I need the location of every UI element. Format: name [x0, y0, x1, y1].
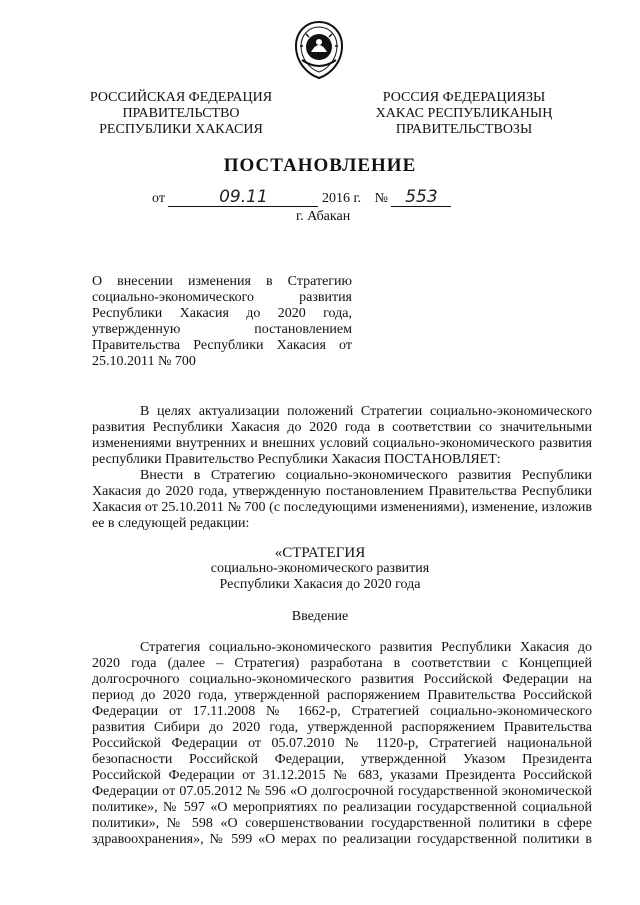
city-label: г. Абакан	[296, 209, 351, 224]
subject-block	[92, 274, 352, 370]
paragraph-line: период до 2020 года, утвержденной распоряжением Правительства Российской	[92, 688, 592, 703]
subject-line: социально-экономического развития	[92, 290, 352, 305]
strategy-title-block	[0, 545, 640, 593]
coat-of-arms-emblem	[292, 20, 346, 80]
paragraph-line: здравоохранения», № 599 «О мерах по реализации государственной политики в	[92, 832, 592, 847]
date-field	[168, 187, 318, 207]
paragraph-line: Российской Федерации от 05.07.2010 № 1120-р, Стратегией национальной	[92, 736, 592, 751]
header-right	[366, 90, 562, 138]
header-right-line: РОССИЯ ФЕДЕРАЦИЯЗЫ	[382, 90, 546, 105]
paragraph-line: Федерации от 17.11.2008 № 1662-р, Стратегией социально-экономического	[92, 704, 592, 719]
date-number-line	[152, 187, 451, 207]
number-field	[391, 187, 451, 207]
paragraph-line: политике», № 597 «О мероприятиях по реализации государственной социальной	[92, 800, 592, 815]
paragraph-line: Стратегия социально-экономического развития Республики Хакасия до	[140, 640, 592, 655]
paragraph-line: В целях актуализации положений Стратегии социально-экономического	[140, 404, 592, 419]
paragraph-line: республики Правительство Республики Хакасия ПОСТАНОВЛЯЕТ:	[92, 452, 501, 467]
number-sign: №	[374, 191, 388, 206]
intro-heading: Введение	[291, 609, 349, 624]
paragraph-line: ее в следующей редакции:	[92, 516, 250, 531]
header-right-line: ХАКАС РЕСПУБЛИКАНЫҢ	[375, 106, 553, 121]
document-title: ПОСТАНОВЛЕНИЕ	[223, 155, 417, 176]
paragraph-line: изменениями внутренних и внешних условий социально-экономического развития	[92, 436, 592, 451]
subject-line: Республики Хакасия до 2020 года,	[92, 306, 352, 321]
subject-line: О внесении изменения в Стратегию	[92, 274, 352, 289]
paragraph-line: Федерации от 07.05.2012 № 596 «О долгосрочной государственной экономической	[92, 784, 592, 799]
header-right-line: ПРАВИТЕЛЬСТВОЗЫ	[395, 122, 533, 137]
header-left-line: РЕСПУБЛИКИ ХАКАСИЯ	[99, 122, 263, 137]
paragraph-introduction	[92, 640, 592, 848]
paragraph-line: политики», № 598 «О совершенствовании государственной политики в сфере	[92, 816, 592, 831]
date-prefix: от	[152, 191, 165, 206]
strategy-title-line: Республики Хакасия до 2020 года	[219, 577, 421, 592]
paragraph-line: безопасности Российской Федерации, утвержденной Указом Президента	[92, 752, 592, 767]
year-label: 2016 г.	[321, 191, 362, 206]
strategy-title-line: «СТРАТЕГИЯ	[274, 545, 366, 561]
strategy-title-line: социально-экономического развития	[210, 561, 430, 576]
paragraph-resolution	[92, 404, 592, 468]
paragraph-line: 2020 года (далее – Стратегия) разработана в соответствии с Концепцией	[92, 656, 592, 671]
paragraph-line: Хакасия до 2020 года, утвержденную постановлением Правительства Республики	[92, 484, 592, 499]
header-left	[86, 90, 276, 138]
paragraph-line: Внести в Стратегию социально-экономического развития Республики	[140, 468, 592, 483]
header-left-line: РОССИЙСКАЯ ФЕДЕРАЦИЯ	[89, 90, 273, 105]
subject-line: Правительства Республики Хакасия от	[92, 338, 352, 353]
paragraph-line: развития Сибири до 2020 года, утвержденной распоряжением Правительства	[92, 720, 592, 735]
paragraph-line: Российской Федерации от 31.12.2015 № 683, указами Президента Российской	[92, 768, 592, 783]
paragraph-line: Хакасия от 25.10.2011 № 700 (с последующими изменениями), изменение, изложив	[92, 500, 592, 515]
subject-line: 25.10.2011 № 700	[92, 354, 196, 369]
paragraph-line: развития Республики Хакасия до 2020 года в соответствии со значительными	[92, 420, 592, 435]
paragraph-line: долгосрочного социально-экономического развития Российской Федерации на	[92, 672, 592, 687]
header-left-line: ПРАВИТЕЛЬСТВО	[122, 106, 240, 121]
paragraph-amendment	[92, 468, 592, 532]
handwritten-number: 553	[405, 187, 438, 207]
handwritten-date: 09.11	[219, 187, 268, 207]
subject-line: утвержденную постановлением	[92, 322, 352, 337]
